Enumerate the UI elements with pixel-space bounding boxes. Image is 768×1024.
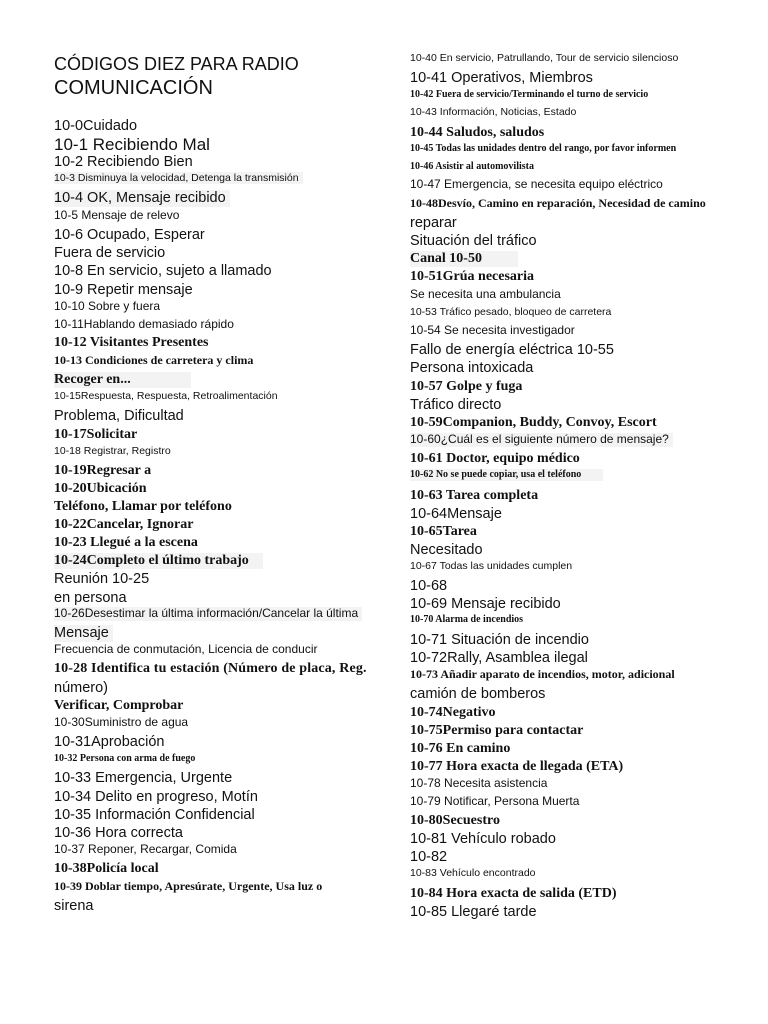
code-line: Reunión 10-25 — [54, 571, 150, 587]
code-line: 10-68 — [410, 578, 448, 594]
code-line: Persona intoxicada — [410, 360, 534, 376]
code-line: 10-48Desvío, Camino en reparación, Necesidad de camino — [410, 196, 706, 210]
code-line: 10-74Negativo — [410, 705, 496, 720]
code-line: 10-0Cuidado — [54, 118, 138, 134]
code-line: 10-64Mensaje — [410, 506, 502, 522]
code-line: 10-51Grúa necesaria — [410, 269, 535, 284]
code-line: 10-12 Visitantes Presentes — [54, 335, 209, 350]
code-line: 10-71 Situación de incendio — [410, 632, 589, 648]
code-line: 10-75Permiso para contactar — [410, 723, 584, 738]
code-line: 10-36 Hora correcta — [54, 825, 183, 841]
code-line: 10-65Tarea — [410, 524, 477, 539]
code-line: 10-30Suministro de agua — [54, 715, 189, 729]
document-title-line2: COMUNICACIÓN — [54, 77, 213, 99]
code-line: 10-8 En servicio, sujeto a llamado — [54, 263, 272, 279]
code-line: 10-23 Llegué a la escena — [54, 535, 198, 550]
code-line: 10-38Policía local — [54, 861, 159, 876]
code-line: Mensaje — [54, 625, 113, 642]
code-line: Teléfono, Llamar por teléfono — [54, 499, 232, 514]
code-line: 10-82 — [410, 849, 448, 865]
code-line: reparar — [410, 215, 457, 231]
code-line: Recoger en... — [54, 372, 191, 388]
code-line: 10-10 Sobre y fuera — [54, 299, 161, 313]
code-line: 10-80Secuestro — [410, 813, 500, 828]
code-line: Fuera de servicio — [54, 245, 166, 261]
code-line: 10-28 Identifica tu estación (Número de placa, Reg. — [54, 661, 367, 676]
code-line: 10-41 Operativos, Miembros — [410, 70, 593, 86]
code-line: 10-13 Condiciones de carretera y clima — [54, 353, 254, 367]
code-line: 10-84 Hora exacta de salida (ETD) — [410, 886, 617, 901]
code-line: 10-40 En servicio, Patrullando, Tour de servicio silencioso — [410, 52, 679, 64]
code-line: sirena — [54, 898, 94, 914]
code-line: 10-1 Recibiendo Mal — [54, 135, 210, 154]
code-line: 10-5 Mensaje de relevo — [54, 208, 180, 222]
code-line: 10-79 Notificar, Persona Muerta — [410, 794, 580, 808]
code-line: en persona — [54, 590, 127, 606]
code-line: 10-19Regresar a — [54, 463, 152, 478]
code-line: 10-15Respuesta, Respuesta, Retroalimentación — [54, 390, 278, 402]
code-line: 10-31Aprobación — [54, 734, 165, 750]
code-line: 10-18 Registrar, Registro — [54, 445, 171, 457]
code-line: 10-54 Se necesita investigador — [410, 323, 575, 337]
code-line: Fallo de energía eléctrica 10-55 — [410, 342, 614, 358]
code-line: 10-3 Disminuya la velocidad, Detenga la transmisión — [54, 172, 303, 184]
code-line: 10-70 Alarma de incendios — [410, 614, 524, 625]
code-line: 10-6 Ocupado, Esperar — [54, 227, 205, 243]
code-line: 10-46 Asistir al automovilista — [410, 161, 534, 172]
code-line: Canal 10-50 — [410, 251, 518, 267]
code-line: 10-17Solicitar — [54, 427, 138, 442]
code-line: Problema, Dificultad — [54, 408, 184, 424]
code-line: 10-81 Vehículo robado — [410, 831, 556, 847]
code-line: 10-45 Todas las unidades dentro del rango, por favor informen — [410, 143, 677, 154]
code-line: 10-85 Llegaré tarde — [410, 904, 537, 920]
code-line: Tráfico directo — [410, 397, 502, 413]
code-line: Verificar, Comprobar — [54, 698, 184, 713]
code-line: 10-60¿Cuál es el siguiente número de mensaje? — [410, 433, 673, 447]
code-line: 10-67 Todas las unidades cumplen — [410, 560, 573, 572]
code-line: 10-44 Saludos, saludos — [410, 125, 545, 140]
code-line: 10-53 Tráfico pesado, bloqueo de carretera — [410, 306, 612, 318]
code-line: 10-26Desestimar la última información/Cancelar la última — [54, 607, 362, 621]
code-line: camión de bomberos — [410, 686, 546, 702]
code-line: 10-39 Doblar tiempo, Apresúrate, Urgente, Usa luz o — [54, 879, 323, 893]
code-line: 10-57 Golpe y fuga — [410, 379, 523, 394]
code-line: 10-43 Información, Noticias, Estado — [410, 106, 577, 118]
code-line: Se necesita una ambulancia — [410, 287, 561, 301]
code-line: 10-78 Necesita asistencia — [410, 776, 548, 790]
code-line: número) — [54, 680, 108, 696]
code-line: 10-35 Información Confidencial — [54, 807, 255, 823]
code-line: 10-73 Añadir aparato de incendios, motor, adicional — [410, 667, 675, 681]
code-line: Frecuencia de conmutación, Licencia de conducir — [54, 642, 318, 656]
code-line: 10-61 Doctor, equipo médico — [410, 451, 580, 466]
code-line: 10-47 Emergencia, se necesita equipo eléctrico — [410, 177, 663, 191]
code-line: 10-32 Persona con arma de fuego — [54, 753, 196, 764]
code-line: 10-34 Delito en progreso, Motín — [54, 789, 258, 805]
code-line: 10-2 Recibiendo Bien — [54, 154, 193, 170]
code-line: 10-9 Repetir mensaje — [54, 282, 193, 298]
code-line: 10-24Completo el último trabajo — [54, 553, 263, 569]
code-line: 10-22Cancelar, Ignorar — [54, 517, 194, 532]
code-line: Situación del tráfico — [410, 233, 537, 249]
code-line: 10-59Companion, Buddy, Convoy, Escort — [410, 415, 657, 430]
code-line: 10-42 Fuera de servicio/Terminando el turno de servicio — [410, 89, 649, 100]
code-line: 10-20Ubicación — [54, 481, 147, 496]
code-line: 10-77 Hora exacta de llegada (ETA) — [410, 759, 624, 774]
code-line: 10-33 Emergencia, Urgente — [54, 770, 233, 786]
code-line: 10-72Rally, Asamblea ilegal — [410, 650, 588, 666]
code-line: 10-63 Tarea completa — [410, 488, 539, 503]
code-line: Necesitado — [410, 542, 483, 558]
code-line: 10-83 Vehículo encontrado — [410, 867, 536, 879]
code-line: 10-4 OK, Mensaje recibido — [54, 190, 230, 207]
code-line: 10-62 No se puede copiar, usa el teléfono — [410, 469, 603, 481]
code-line: 10-11Hablando demasiado rápido — [54, 317, 234, 331]
code-line: 10-76 En camino — [410, 741, 511, 756]
document-title-line1: CÓDIGOS DIEZ PARA RADIO — [54, 54, 299, 74]
code-line: 10-69 Mensaje recibido — [410, 596, 561, 612]
code-line: 10-37 Reponer, Recargar, Comida — [54, 842, 237, 856]
